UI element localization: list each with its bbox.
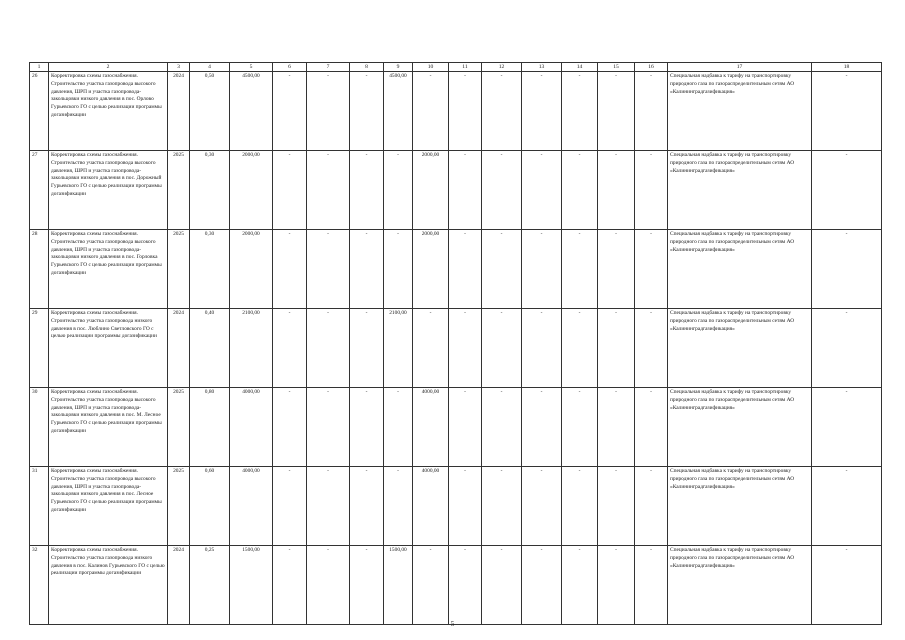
total-cost-cell: 1500,00 xyxy=(230,546,273,625)
value-cell: - xyxy=(598,230,635,309)
value-cell: - xyxy=(273,467,307,546)
value-cell: - xyxy=(522,546,562,625)
value-cell: - xyxy=(562,309,598,388)
column-number-header: 2 xyxy=(49,63,168,72)
value-cell: - xyxy=(635,309,668,388)
year-cell: 2025 xyxy=(168,151,190,230)
total-cost-cell: 2000,00 xyxy=(230,151,273,230)
value-cell: - xyxy=(522,72,562,151)
investment-program-table xyxy=(29,62,882,625)
funding-source-cell: Специальная надбавка к тарифу на транспортировку природного газа по газораспределительным сетям АО «Калининградгазификация» xyxy=(668,388,812,467)
total-cost-cell: 2100,00 xyxy=(230,309,273,388)
project-description-cell: Корректировка схемы газоснабжения. Строительство участка газопровода высокого давления, ШРП и участка газопровода-закольцовки низкого давления в пос. Лесное Гурьевского ГО с целью реализации программы догазификации xyxy=(49,467,168,546)
value-cell: - xyxy=(635,388,668,467)
row-number-cell: 27 xyxy=(30,151,49,230)
value-cell: - xyxy=(307,546,350,625)
value-cell: - xyxy=(307,467,350,546)
value-cell: - xyxy=(562,230,598,309)
value-cell: - xyxy=(635,72,668,151)
column-number-header: 7 xyxy=(307,63,350,72)
value-cell: - xyxy=(384,388,413,467)
value-cell: - xyxy=(384,230,413,309)
table-row xyxy=(30,388,882,467)
total-cost-cell: 4500,00 xyxy=(230,72,273,151)
value-cell: - xyxy=(350,72,384,151)
column-number-header: 10 xyxy=(413,63,449,72)
value-cell: 4000,00 xyxy=(413,388,449,467)
value-cell: - xyxy=(598,546,635,625)
value-cell: - xyxy=(350,230,384,309)
year-cell: 2024 xyxy=(168,309,190,388)
total-cost-cell: 2000,00 xyxy=(230,230,273,309)
value-cell: - xyxy=(522,467,562,546)
value-cell: - xyxy=(273,388,307,467)
value-cell: 2000,00 xyxy=(413,151,449,230)
value-cell: - xyxy=(350,151,384,230)
column-number-header: 13 xyxy=(522,63,562,72)
year-cell: 2025 xyxy=(168,467,190,546)
column-number-header: 8 xyxy=(350,63,384,72)
row-number-cell: 29 xyxy=(30,309,49,388)
table-row xyxy=(30,546,882,625)
row-number-cell: 28 xyxy=(30,230,49,309)
value-cell: - xyxy=(635,230,668,309)
column-number-header: 16 xyxy=(635,63,668,72)
notes-cell: - xyxy=(812,72,882,151)
value-cell: - xyxy=(307,388,350,467)
value-cell: - xyxy=(449,467,482,546)
funding-source-cell: Специальная надбавка к тарифу на транспортировку природного газа по газораспределительным сетям АО «Калининградгазификация» xyxy=(668,546,812,625)
value-cell: - xyxy=(598,388,635,467)
value-cell: - xyxy=(635,151,668,230)
value-cell: - xyxy=(482,546,522,625)
column-number-header: 5 xyxy=(230,63,273,72)
value-cell: - xyxy=(273,151,307,230)
value-cell: - xyxy=(482,230,522,309)
value-cell: - xyxy=(522,230,562,309)
length-cell: 0,30 xyxy=(190,151,230,230)
value-cell: - xyxy=(307,230,350,309)
funding-source-cell: Специальная надбавка к тарифу на транспортировку природного газа по газораспределительным сетям АО «Калининградгазификация» xyxy=(668,151,812,230)
table-row xyxy=(30,230,882,309)
value-cell: - xyxy=(449,546,482,625)
table-row xyxy=(30,151,882,230)
project-description-cell: Корректировка схемы газоснабжения. Строительство участка газопровода низкого давления в пос. Калинов Гурьевского ГО с целью реализации программы догазификации xyxy=(49,546,168,625)
value-cell: - xyxy=(413,546,449,625)
notes-cell: - xyxy=(812,546,882,625)
column-number-header: 18 xyxy=(812,63,882,72)
year-cell: 2024 xyxy=(168,546,190,625)
value-cell: - xyxy=(413,309,449,388)
value-cell: - xyxy=(522,309,562,388)
value-cell: - xyxy=(273,309,307,388)
project-description-cell: Корректировка схемы газоснабжения. Строительство участка газопровода низкого давления в пос. Люблино Светловского ГО с целью реализации программы догазификации xyxy=(49,309,168,388)
length-cell: 0,80 xyxy=(190,388,230,467)
column-number-header: 4 xyxy=(190,63,230,72)
value-cell: - xyxy=(562,72,598,151)
funding-source-cell: Специальная надбавка к тарифу на транспортировку природного газа по газораспределительным сетям АО «Калининградгазификация» xyxy=(668,230,812,309)
value-cell: - xyxy=(307,309,350,388)
value-cell: 1500,00 xyxy=(384,546,413,625)
row-number-cell: 30 xyxy=(30,388,49,467)
value-cell: - xyxy=(598,151,635,230)
length-cell: 0,40 xyxy=(190,309,230,388)
value-cell: - xyxy=(273,546,307,625)
column-number-header: 17 xyxy=(668,63,812,72)
total-cost-cell: 4000,00 xyxy=(230,467,273,546)
total-cost-cell: 4000,00 xyxy=(230,388,273,467)
value-cell: - xyxy=(413,72,449,151)
notes-cell: - xyxy=(812,467,882,546)
notes-cell: - xyxy=(812,388,882,467)
table-row xyxy=(30,467,882,546)
column-number-header: 15 xyxy=(598,63,635,72)
funding-source-cell: Специальная надбавка к тарифу на транспортировку природного газа по газораспределительным сетям АО «Калининградгазификация» xyxy=(668,72,812,151)
value-cell: - xyxy=(449,309,482,388)
value-cell: 4000,00 xyxy=(413,467,449,546)
value-cell: - xyxy=(273,230,307,309)
value-cell: - xyxy=(482,72,522,151)
notes-cell: - xyxy=(812,309,882,388)
column-number-header: 3 xyxy=(168,63,190,72)
value-cell: - xyxy=(384,151,413,230)
value-cell: - xyxy=(522,151,562,230)
project-description-cell: Корректировка схемы газоснабжения. Строительство участка газопровода высокого давления, ШРП и участка газопровода-закольцовки низкого давления в пос. Дорожный Гурьевского ГО с целью реализации программы догазификации xyxy=(49,151,168,230)
project-description-cell: Корректировка схемы газоснабжения. Строительство участка газопровода высокого давления, ШРП и участка газопровода-закольцовки низкого давления в пос. М. Лесное Гурьевского ГО с целью реализации программы догазификации xyxy=(49,388,168,467)
value-cell: - xyxy=(598,309,635,388)
value-cell: - xyxy=(482,388,522,467)
table-body xyxy=(30,63,882,625)
column-number-header: 1 xyxy=(30,63,49,72)
value-cell: - xyxy=(482,467,522,546)
year-cell: 2025 xyxy=(168,388,190,467)
column-number-header: 9 xyxy=(384,63,413,72)
length-cell: 0,60 xyxy=(190,467,230,546)
value-cell: - xyxy=(449,388,482,467)
value-cell: - xyxy=(598,72,635,151)
value-cell: - xyxy=(562,388,598,467)
project-description-cell: Корректировка схемы газоснабжения. Строительство участка газопровода высокого давления, ШРП и участка газопровода-закольцовки низкого давления в пос. Орлово Гурьевского ГО с целью реализации программы догазификации xyxy=(49,72,168,151)
row-number-cell: 32 xyxy=(30,546,49,625)
row-number-cell: 31 xyxy=(30,467,49,546)
value-cell: - xyxy=(482,151,522,230)
value-cell: - xyxy=(449,230,482,309)
year-cell: 2025 xyxy=(168,230,190,309)
notes-cell: - xyxy=(812,230,882,309)
funding-source-cell: Специальная надбавка к тарифу на транспортировку природного газа по газораспределительным сетям АО «Калининградгазификация» xyxy=(668,309,812,388)
column-number-header: 12 xyxy=(482,63,522,72)
value-cell: - xyxy=(307,151,350,230)
value-cell: 2000,00 xyxy=(413,230,449,309)
table-row xyxy=(30,72,882,151)
value-cell: - xyxy=(562,151,598,230)
value-cell: - xyxy=(350,309,384,388)
funding-source-cell: Специальная надбавка к тарифу на транспортировку природного газа по газораспределительным сетям АО «Калининградгазификация» xyxy=(668,467,812,546)
column-number-header: 11 xyxy=(449,63,482,72)
notes-cell: - xyxy=(812,151,882,230)
project-description-cell: Корректировка схемы газоснабжения. Строительство участка газопровода высокого давления, ШРП и участка газопровода-закольцовки низкого давления в пос. Горловка Гурьевского ГО с целью реализации программы догазификации xyxy=(49,230,168,309)
value-cell: - xyxy=(350,467,384,546)
length-cell: 0,25 xyxy=(190,546,230,625)
value-cell: - xyxy=(635,467,668,546)
value-cell: - xyxy=(273,72,307,151)
value-cell: - xyxy=(562,546,598,625)
value-cell: - xyxy=(635,546,668,625)
length-cell: 0,30 xyxy=(190,230,230,309)
length-cell: 0,50 xyxy=(190,72,230,151)
value-cell: - xyxy=(562,467,598,546)
value-cell: 2100,00 xyxy=(384,309,413,388)
page-number: 5 xyxy=(450,620,455,628)
row-number-cell: 26 xyxy=(30,72,49,151)
table-row xyxy=(30,309,882,388)
column-number-header: 6 xyxy=(273,63,307,72)
value-cell: - xyxy=(522,388,562,467)
column-number-row xyxy=(30,63,882,72)
value-cell: - xyxy=(384,467,413,546)
value-cell: - xyxy=(449,72,482,151)
value-cell: - xyxy=(350,388,384,467)
value-cell: - xyxy=(449,151,482,230)
value-cell: 4500,00 xyxy=(384,72,413,151)
value-cell: - xyxy=(307,72,350,151)
value-cell: - xyxy=(350,546,384,625)
value-cell: - xyxy=(482,309,522,388)
column-number-header: 14 xyxy=(562,63,598,72)
year-cell: 2024 xyxy=(168,72,190,151)
value-cell: - xyxy=(598,467,635,546)
